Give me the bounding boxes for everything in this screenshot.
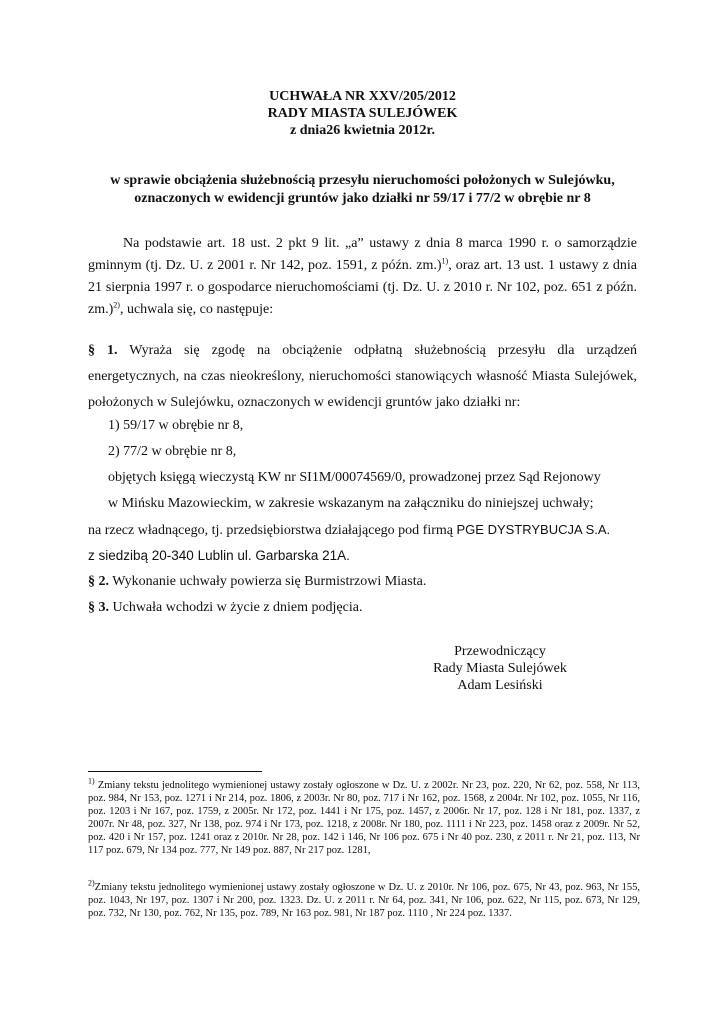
section-1-text: Wyraża się zgodę na obciążenie odpłatną służebnością przesyłu dla urządzeń energetycznych, na czas nieokreślony, nieruchomości stanowiących własność Miasta Sulejówek, położonych w Sulejówku, oznaczonych w ewidencji gruntów jako działki nr: <box>88 343 637 410</box>
council-name: RADY MIASTA SULEJÓWEK <box>267 106 458 121</box>
section-3-text: Uchwała wchodzi w życie z dniem podjęcia. <box>109 600 363 615</box>
resolution-date: z dnia26 kwietnia 2012r. <box>290 123 435 138</box>
resolution-number: UCHWAŁA NR XXV/205/2012 <box>269 89 456 104</box>
footnote-1 <box>88 776 640 857</box>
section-3-label: § 3. <box>88 600 109 615</box>
signature-block <box>400 643 600 694</box>
land-register-line: objętych księgą wieczystą KW nr SI1M/00074569/0, prowadzonej przez Sąd Rejonowy <box>108 470 601 485</box>
resolution-subject <box>70 172 655 208</box>
footnote-ref-1: 1) <box>441 256 449 266</box>
footnote-2-mark: 2) <box>88 878 95 888</box>
chairman-name: Adam Lesiński <box>457 678 543 693</box>
beneficiary-line <box>88 517 648 544</box>
chairman-title: Przewodniczący <box>454 644 546 659</box>
subject-line-2: oznaczonych w ewidencji gruntów jako działki nr 59/17 i 77/2 w obrębie nr 8 <box>134 191 591 206</box>
footnote-2-text: Zmiany tekstu jednolitego wymienionej ustawy zostały ogłoszone w Dz. U. z 2010r. Nr 106, poz. 675, Nr 43, poz. 963, Nr 155, poz. 1043, Nr 197, poz. 1307 i Nr 200, poz. 1323. Dz. U. z 2011 r. Nr 64, poz. 341, Nr 106, poz. 622, Nr 115, poz. 673, Nr 129, poz. 732, Nr 130, poz. 762, Nr 135, poz. 789, Nr 163 poz. 981, Nr 187 poz. 1110 , Nr 224 poz. 1337. <box>88 882 640 919</box>
legal-basis-paragraph <box>88 233 637 321</box>
section-3-paragraph <box>88 595 648 621</box>
resolution-header <box>0 88 725 139</box>
section-2-paragraph <box>88 569 648 595</box>
company-address: z siedzibą 20-340 Lublin ul. Garbarska 21A. <box>88 548 350 563</box>
beneficiary-text: na rzecz władnącego, tj. przedsiębiorstwa działającego pod firmą <box>88 523 457 538</box>
footnote-divider <box>88 771 262 772</box>
footnote-1-mark: 1) <box>88 776 95 786</box>
court-location-line: w Mińsku Mazowieckim, w zakresie wskazanym na załączniku do niniejszej uchwały; <box>108 496 594 511</box>
section-2-label: § 2. <box>88 574 109 589</box>
legal-basis-text-3: , uchwala się, co następuje: <box>119 302 274 317</box>
section-2-text: Wykonanie uchwały powierza się Burmistrzowi Miasta. <box>109 574 427 589</box>
list-item: 1) 59/17 w obrębie nr 8, <box>108 418 244 433</box>
council-title: Rady Miasta Sulejówek <box>433 661 567 676</box>
footnote-ref-2: 2) <box>113 300 120 310</box>
company-name: PGE DYSTRYBUCJA S.A. <box>456 522 611 537</box>
footnote-2 <box>88 878 640 920</box>
legal-basis-text-1: Na podstawie art. 18 ust. 2 pkt 9 lit. „a” ustawy z dnia 8 marca 1990 r. o samorządzie gminnym (tj. Dz. U. z 2001 r. Nr 142, poz. 1591, z późn. zm.) <box>88 236 637 273</box>
section-1-label: § 1. <box>88 343 118 358</box>
subject-line-1: w sprawie obciążenia służebnością przesyłu nieruchomości położonych w Sulejówku, <box>110 173 615 188</box>
footnote-1-text: Zmiany tekstu jednolitego wymienionej ustawy zostały ogłoszone w Dz. U. z 2002r. Nr 23, poz. 220, Nr 62, poz. 558, Nr 113, poz. 984, Nr 153, poz. 1271 i Nr 214, poz. 1806, z 2003r. Nr 80, poz. 717 i Nr 162, poz. 1568, z 2004r. Nr 102, poz. 1055, Nr 116, poz. 1203 i Nr 167, poz. 1759, z 2005r. Nr 172, poz. 1441 i Nr 175, poz. 1457, z 2006r. Nr 17, poz. 128 i Nr 181, poz. 1337, z 2007r. Nr 48, poz. 327, Nr 138, poz. 974 i Nr 173, poz. 1218, z 2008r. Nr 180, poz. 1111 i Nr 223, poz. 1458 oraz z 2009r. Nr 52, poz. 420 i Nr 157, poz. 1241 oraz z 2010r. Nr 28, poz. 142 i 146, Nr 106 poz. 675 i Nr 40 poz. 230, z 2011 r. Nr 21, poz. 113, Nr 117 poz. 679, Nr 134 poz. 777, Nr 149 poz. 887, Nr 217 poz. 1281, <box>88 780 640 856</box>
list-item: 2) 77/2 w obrębie nr 8, <box>108 444 237 459</box>
section-1-paragraph <box>88 338 637 416</box>
legal-basis-text-2: , oraz art. 13 ust. 1 ustawy z dnia 21 sierpnia 1997 r. o gospodarce nieruchomościami (tj. Dz. U. z 2010 r. Nr 102, poz. 651 z późn. zm.) <box>88 258 637 317</box>
